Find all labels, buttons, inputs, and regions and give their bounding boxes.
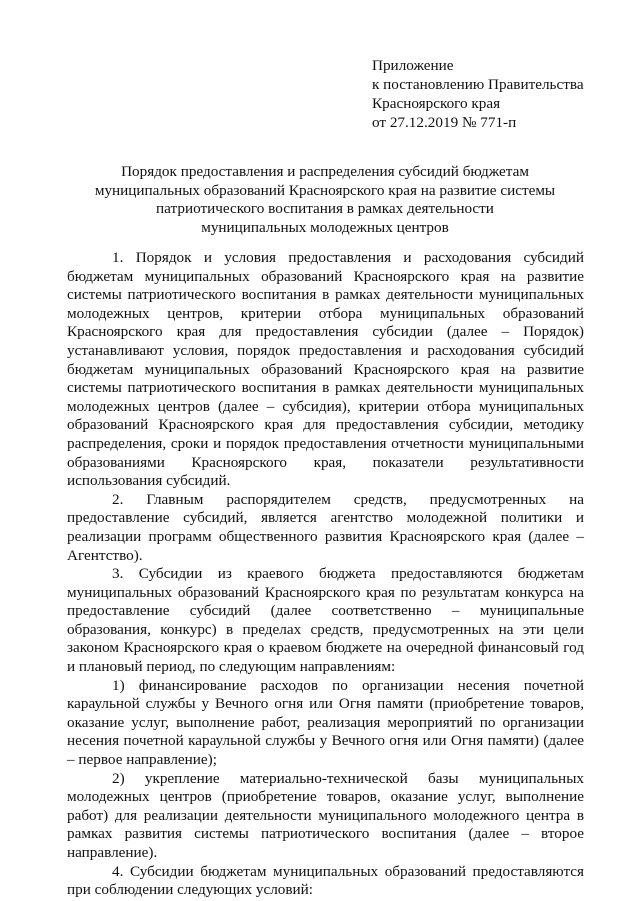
- appendix-line-1: Приложение: [372, 57, 454, 74]
- paragraph-1: 1. Порядок и условия предоставления и расходования субсидий бюджетам муниципальных образований Красноярского края на развитие системы патриотического воспитания в рамках деятельности муниципальных молодежных центров, критерии отбора муниципальных образований Красноярского края для предоставления субсидии (далее – Порядок) устанавливают условия, порядок предоставления и расходования субсидий бюджетам муниципальных образований Красноярского края на развитие системы патриотического воспитания в рамках деятельности муниципальных молодежных центров (далее – субсидия), критерии отбора муниципальных образований Красноярского края для предоставления субсидии, методику распределения, сроки и порядок предоставления отчетности муниципальными образованиями Красноярского края, показатели результативности использования субсидий.: [67, 249, 584, 490]
- title-line-1: Порядок предоставления и распределения субсидий бюджетам: [121, 163, 529, 180]
- title-line-3: патриотического воспитания в рамках деятельности: [156, 200, 494, 217]
- paragraph-3: 3. Субсидии из краевого бюджета предоставляются бюджетам муниципальных образований Красноярского края по результатам конкурса на предоставление субсидий (далее соответственно – муниципальные образования, конкурс) в пределах средств, предусмотренных на эти цели законом Красноярского края о краевом бюджете на очередной финансовый год и плановый период, по следующим направлениям:: [67, 565, 584, 676]
- appendix-line-4: от 27.12.2019 № 771-п: [372, 114, 517, 131]
- paragraph-6: 4. Субсидии бюджетам муниципальных образований предоставляются при соблюдении следующих условий:: [67, 862, 584, 899]
- title-line-4: муниципальных молодежных центров: [201, 218, 449, 236]
- appendix-line-3: Красноярского края: [372, 95, 501, 112]
- title-line-2: муниципальных образований Красноярского края на развитие системы: [94, 181, 556, 199]
- document-body: [67, 249, 584, 900]
- paragraph-4: 1) финансирование расходов по организации несения почетной караульной службы у Вечного огня или Огня памяти (приобретение товаров, оказание услуг, выполнение работ, реализация мероприятий по организации несения почетной караульной службы у Вечного огня или Огня памяти) (далее – первое направление);: [67, 676, 584, 769]
- document-title: [60, 163, 590, 237]
- paragraph-5: 2) укрепление материально-технической базы муниципальных молодежных центров (приобретение товаров, оказание услуг, выполнение работ) для реализации деятельности муниципального молодежного центра в рамках развития системы патриотического воспитания (далее – второе направление).: [67, 769, 584, 861]
- appendix-line-2: к постановлению Правительства: [372, 76, 584, 93]
- paragraph-2: 2. Главным распорядителем средств, предусмотренных на предоставление субсидий, является агентство молодежной политики и реализации программ общественного развития Красноярского края (далее – Агентство).: [67, 490, 584, 564]
- appendix-block: [372, 56, 622, 132]
